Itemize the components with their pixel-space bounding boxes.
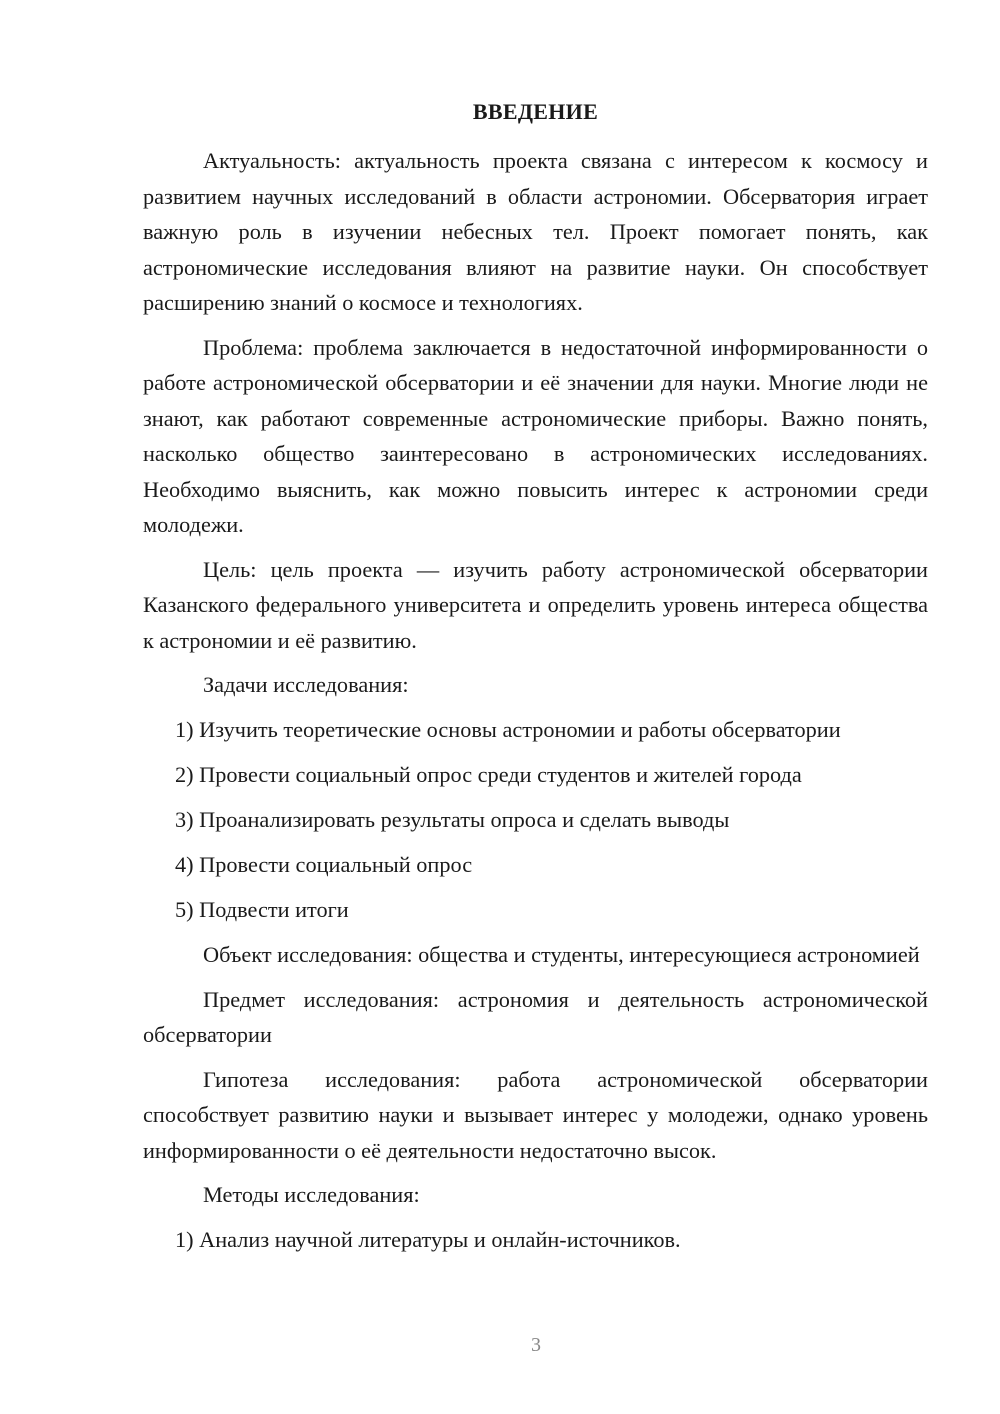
relevance-paragraph: Актуальность: актуальность проекта связана с интересом к космосу и развитием научных исследований в области астрономии. Обсерватория играет важную роль в изучении небесных тел. Проект помогает понять, как астрономические исследования влияют на развитие науки. Он способствует расширению знаний о космосе и технологиях. xyxy=(143,148,928,315)
page-number: 3 xyxy=(531,1334,541,1356)
object-paragraph: Объект исследования: общества и студенты, интересующиеся астрономией xyxy=(203,942,920,967)
problem-paragraph: Проблема: проблема заключается в недостаточной информированности о работе астрономической обсерватории и её значении для науки. Многие люди не знают, как работают современные астрономические приборы. Важно понять, насколько общество заинтересовано в астрономических исследованиях. Необходимо выяснить, как можно повысить интерес к астрономии среди молодежи. xyxy=(143,334,928,537)
task-item-5: 5) Подвести итоги xyxy=(175,897,349,922)
hypothesis-paragraph: Гипотеза исследования: работа астрономической обсерватории способствует развитию науки и вызывает интерес у молодежи, однако уровень информированности о её деятельности недостаточно высок. xyxy=(143,1066,928,1163)
task-item-2: 2) Провести социальный опрос среди студентов и жителей города xyxy=(175,762,802,787)
task-item-1: 1) Изучить теоретические основы астрономии и работы обсерватории xyxy=(175,717,841,742)
method-item-1: 1) Анализ научной литературы и онлайн-источников. xyxy=(175,1227,681,1252)
subject-paragraph: Предмет исследования: астрономия и деятельность астрономической обсерватории xyxy=(143,986,928,1047)
page-content xyxy=(143,94,928,1267)
task-item-3: 3) Проанализировать результаты опроса и сделать выводы xyxy=(175,807,730,832)
task-item-4: 4) Провести социальный опрос xyxy=(175,852,473,877)
tasks-heading: Задачи исследования: xyxy=(203,672,409,697)
goal-paragraph: Цель: цель проекта — изучить работу астрономической обсерватории Казанского федерального университета и определить уровень интереса общества к астрономии и её развитию. xyxy=(143,556,928,653)
methods-heading: Методы исследования: xyxy=(203,1182,420,1207)
page-title: ВВЕДЕНИЕ xyxy=(472,99,599,124)
